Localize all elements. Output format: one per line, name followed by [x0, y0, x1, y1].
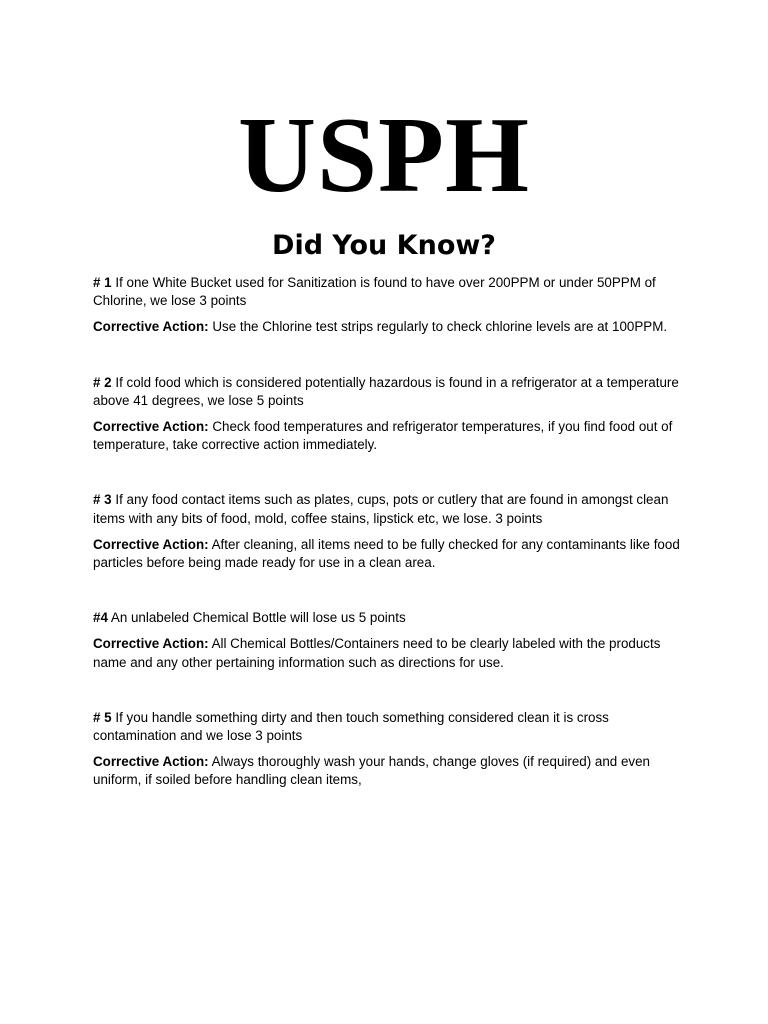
corrective-action [93, 753, 683, 789]
page-subtitle: Did You Know? [272, 230, 496, 261]
fact-description: An unlabeled Chemical Bottle will lose us 5 points [110, 610, 406, 626]
fact-item-5 [93, 709, 683, 790]
fact-item-4 [93, 609, 683, 672]
fact-description: If any food contact items such as plates, cups, pots or cutlery that are found in amongst clean items with any bits of food, mold, coffee stains, lipstick etc, we lose. 3 points [93, 492, 669, 526]
fact-text [93, 374, 683, 410]
fact-item-3 [93, 491, 683, 572]
corrective-action-label: Corrective Action: [93, 319, 209, 335]
fact-number: # 1 [93, 275, 112, 290]
corrective-action-label: Corrective Action: [93, 419, 209, 435]
corrective-action-label: Corrective Action: [93, 754, 209, 770]
fact-number: # 3 [93, 492, 112, 508]
fact-number: #4 [93, 610, 108, 626]
corrective-action [93, 536, 683, 572]
fact-text [93, 609, 683, 627]
fact-item-2 [93, 374, 683, 455]
corrective-action-text: All Chemical Bottles/Containers need to be clearly labeled with the products name and any other pertaining information such as directions for use. [93, 636, 661, 670]
corrective-action-text: Always thoroughly wash your hands, change gloves (if required) and even uniform, if soiled before handling clean items, [93, 754, 651, 788]
fact-list [93, 274, 683, 827]
page-title: USPH [237, 96, 531, 215]
corrective-action-label: Corrective Action: [93, 636, 209, 652]
corrective-action-text: After cleaning, all items need to be fully checked for any contaminants like food particles before being made ready for use in a clean area. [93, 536, 680, 571]
fact-item-1 [93, 274, 683, 337]
corrective-action-label: Corrective Action: [93, 536, 209, 552]
fact-description: If one White Bucket used for Sanitization is found to have over 200PPM or under 50PPM of Chlorine, we lose 3 points [93, 275, 656, 309]
fact-number: # 2 [93, 374, 112, 390]
fact-text [93, 709, 683, 745]
corrective-action-text: Check food temperatures and refrigerator temperatures, if you find food out of temperature, take corrective action immediately. [93, 419, 673, 453]
corrective-action-text: Use the Chlorine test strips regularly to check chlorine levels are at 100PPM. [212, 319, 668, 335]
fact-text [93, 491, 683, 527]
corrective-action [93, 635, 683, 671]
fact-description: If cold food which is considered potentially hazardous is found in a refrigerator at a temperature above 41 degrees, we lose 5 points [93, 374, 679, 408]
fact-text [93, 274, 683, 310]
corrective-action [93, 318, 683, 336]
fact-number: # 5 [93, 709, 112, 725]
corrective-action [93, 418, 683, 454]
fact-description: If you handle something dirty and then touch something considered clean it is cross contamination and we lose 3 points [93, 709, 609, 744]
